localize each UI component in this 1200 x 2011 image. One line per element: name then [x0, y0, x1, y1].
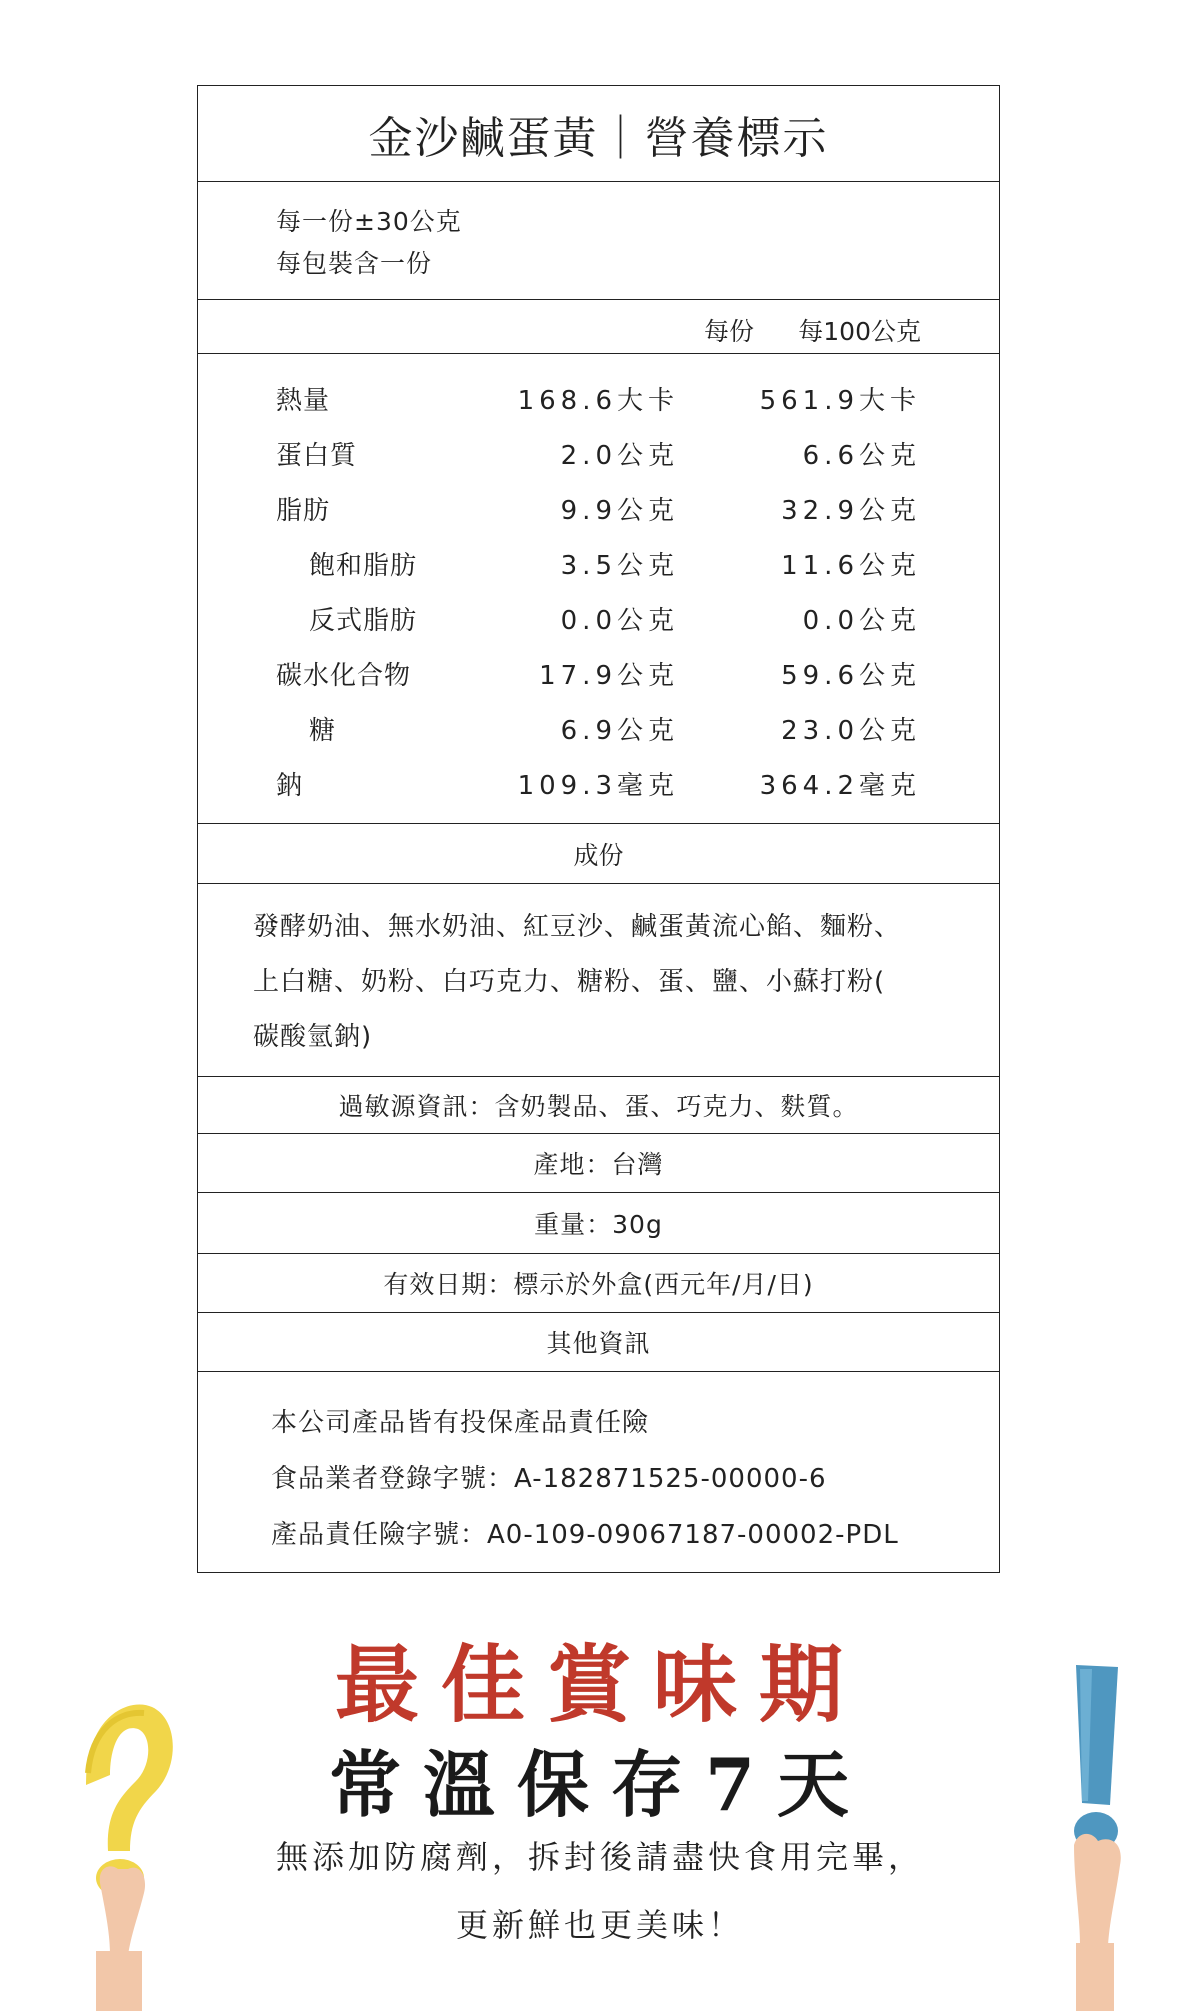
weight-info: 重量：30g: [198, 1193, 999, 1254]
per-serving-value: 9.9公克: [560, 496, 679, 526]
nutrient-row: [198, 704, 999, 744]
per-serving-value: 0.0公克: [560, 606, 679, 636]
other-info-line: 產品責任險字號：A0-109-09067187-00002-PDL: [271, 1520, 899, 1550]
per-serving-value: 2.0公克: [560, 441, 679, 471]
per-serving-value: 6.9公克: [560, 716, 679, 746]
expiry-info: 有效日期：標示於外盒(西元年/月/日): [198, 1254, 999, 1313]
nutrient-name: 反式脂肪: [309, 606, 418, 636]
per-100g-value: 23.0公克: [781, 716, 921, 746]
nutrient-name: 鈉: [276, 771, 304, 801]
serving-info: [198, 182, 999, 300]
nutrient-name: 熱量: [276, 386, 331, 416]
nutrient-row: [198, 429, 999, 469]
per-serving-value: 109.3毫克: [517, 771, 679, 801]
per-100g-value: 32.9公克: [781, 496, 921, 526]
nutrient-row: [198, 594, 999, 634]
per-100g-value: 59.6公克: [781, 661, 921, 691]
col-per-serving: 每份: [703, 317, 754, 346]
per-100g-value: 11.6公克: [781, 551, 921, 581]
nutrient-name: 蛋白質: [276, 441, 358, 471]
nutrient-row: [198, 484, 999, 524]
storage-duration: 常溫保存7天: [328, 1742, 872, 1827]
note-line-1: 無添加防腐劑，拆封後請盡快食用完畢，: [275, 1838, 924, 1876]
nutrient-row: [198, 374, 999, 414]
question-mark-icon: [48, 1655, 188, 2011]
nutrient-row: [198, 759, 999, 799]
other-info-line: 本公司產品皆有投保產品責任險: [271, 1408, 650, 1438]
origin-info: 產地：台灣: [198, 1134, 999, 1193]
per-100g-value: 0.0公克: [802, 606, 921, 636]
per-serving-value: 168.6大卡: [517, 386, 679, 416]
label-title: 金沙鹹蛋黃｜營養標示: [198, 86, 999, 182]
per-serving-value: 3.5公克: [560, 551, 679, 581]
nutrient-name: 飽和脂肪: [309, 551, 418, 581]
per-100g-value: 561.9大卡: [759, 386, 921, 416]
per-100g-value: 364.2毫克: [759, 771, 921, 801]
nutrient-name: 脂肪: [276, 496, 331, 526]
nutrient-name: 糖: [309, 716, 337, 746]
ingredients-line: 碳酸氫鈉): [253, 1022, 373, 1052]
exclamation-mark-icon: [1036, 1655, 1156, 2011]
other-info: [198, 1372, 999, 1572]
nutrient-name: 碳水化合物: [276, 661, 412, 691]
other-info-header: 其他資訊: [198, 1313, 999, 1372]
nutrient-row: [198, 649, 999, 689]
column-header: [198, 300, 999, 354]
other-info-line: 食品業者登錄字號：A-182871525-00000-6: [271, 1464, 827, 1494]
nutrient-table: [198, 354, 999, 824]
nutrition-label: [197, 85, 1000, 1573]
ingredients-list: [198, 884, 999, 1077]
per-100g-value: 6.6公克: [802, 441, 921, 471]
allergen-info: 過敏源資訊：含奶製品、蛋、巧克力、麩質。: [198, 1077, 999, 1134]
ingredients-line: 上白糖、奶粉、白巧克力、糖粉、蛋、鹽、小蘇打粉(: [253, 967, 886, 997]
servings-per-pack: 每包裝含一份: [276, 249, 433, 278]
serving-size: 每一份±30公克: [276, 207, 462, 236]
ingredients-line: 發酵奶油、無水奶油、紅豆沙、鹹蛋黃流心餡、麵粉、: [253, 912, 902, 942]
per-serving-value: 17.9公克: [539, 661, 679, 691]
note-line-2: 更新鮮也更美味！: [455, 1906, 744, 1944]
best-before-title: 最佳賞味期: [334, 1635, 865, 1734]
nutrient-row: [198, 539, 999, 579]
col-per-100g: 每100公克: [798, 317, 921, 346]
ingredients-header: 成份: [198, 824, 999, 884]
